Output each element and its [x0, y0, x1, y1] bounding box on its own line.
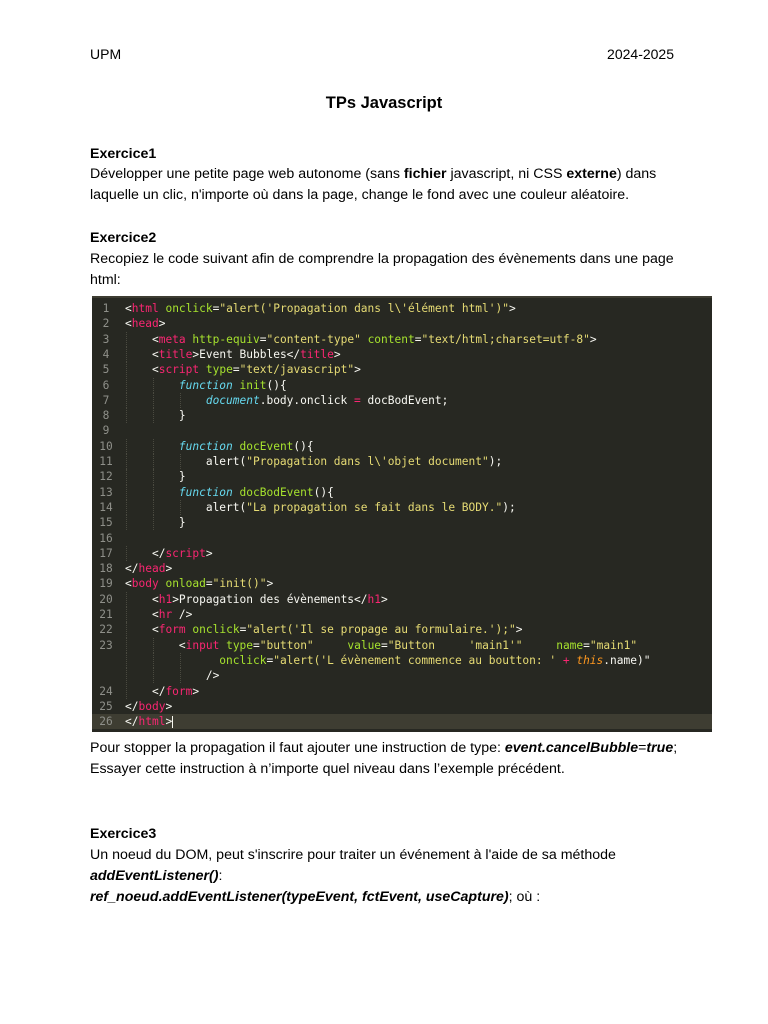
exercise2-after2: Essayer cette instruction à n’importe quel niveau dans l’exemple précédent. — [90, 761, 565, 777]
code-line: <meta http-equiv="content-type" content="text/html;charset=utf-8"> — [151, 332, 597, 346]
text-run: ; où : — [508, 889, 541, 905]
code-line: <head> — [125, 317, 166, 331]
code-line: <title>Event Bubbles</title> — [151, 347, 341, 361]
line-number: 6 — [102, 378, 110, 392]
text-run: addEventListener() — [90, 868, 219, 884]
line-number: 14 — [99, 500, 113, 514]
exercise2-line1: Recopiez le code suivant afin de comprendre la propagation des évènements dans une page — [90, 251, 674, 267]
line-number: 4 — [102, 347, 110, 361]
exercise2-heading: Exercice2 — [90, 230, 157, 246]
code-line: function init(){ — [178, 378, 287, 392]
text-run: event.cancelBubble — [504, 740, 639, 756]
current-line-highlight — [92, 714, 712, 729]
code-line: </script> — [151, 546, 213, 560]
code-line: <hr /> — [151, 608, 193, 621]
text-run: javascript, ni CSS — [446, 166, 567, 182]
header-right: 2024-2025 — [607, 46, 674, 62]
code-line: </html> — [125, 715, 173, 729]
line-number: 15 — [99, 516, 113, 530]
text-run: ref_noeud.addEventListener(typeEvent, fctEvent, useCapture) — [90, 889, 509, 905]
code-line: alert("Propagation dans l\'objet document"); — [205, 455, 503, 468]
exercise3-heading: Exercice3 — [90, 826, 157, 842]
code-line: </body> — [125, 699, 173, 713]
exercise2-after1 — [90, 738, 690, 759]
code-line: <html onclick="alert('Propagation dans l\'élément html')"> — [125, 302, 516, 315]
line-number: 5 — [102, 363, 110, 377]
line-number: 16 — [99, 531, 113, 545]
code-line: </form> — [151, 684, 200, 698]
line-number: 2 — [102, 317, 110, 331]
text-run: externe — [566, 166, 617, 182]
code-line: onclick="alert('L évènement commence au boutton: ' + this.name)" — [219, 653, 651, 667]
code-line: <form onclick="alert('Il se propage au formulaire.');"> — [151, 623, 523, 637]
code-line: <body onload="init()"> — [125, 577, 274, 591]
line-number: 1 — [102, 302, 110, 315]
line-number: 23 — [99, 638, 113, 652]
text-run: = — [638, 740, 647, 756]
exercise1-line2: laquelle un clic, n'importe où dans la page, change le fond avec une couleur aléatoire. — [90, 187, 630, 203]
line-number: 17 — [99, 546, 113, 560]
code-line: </head> — [125, 562, 173, 576]
code-line: <input type="button" value="Button 'main1'" name="main1" — [178, 638, 638, 652]
line-number: 13 — [99, 485, 113, 499]
exercise2-line2: html: — [90, 272, 121, 288]
line-number — [92, 653, 120, 668]
line-number: 19 — [99, 577, 113, 591]
exercise1-heading: Exercice1 — [90, 146, 157, 162]
exercise1-line1 — [90, 164, 690, 185]
line-number: 20 — [99, 592, 113, 606]
line-number: 10 — [99, 439, 113, 453]
line-number: 21 — [99, 608, 113, 621]
line-number: 9 — [102, 424, 110, 438]
text-run: Pour stopper la propagation il faut ajouter une instruction de type: — [90, 740, 505, 756]
text-run: ) dans — [616, 166, 657, 182]
code-line: } — [178, 470, 186, 484]
line-number: 18 — [99, 562, 113, 576]
text-run: fichier — [403, 166, 447, 182]
code-line: <script type="text/javascript"> — [151, 363, 361, 377]
exercise3-line2 — [90, 866, 690, 887]
line-number: 3 — [102, 332, 110, 346]
text-run: ; — [673, 740, 678, 756]
text-run: : — [218, 868, 223, 884]
code-line: <h1>Propagation des évènements</h1> — [151, 592, 388, 606]
code-line: /> — [205, 669, 220, 683]
code-line: function docEvent(){ — [178, 439, 314, 453]
code-line: document.body.onclick = docBodEvent; — [205, 393, 449, 407]
text-run: true — [646, 740, 674, 756]
code-line: } — [178, 516, 186, 530]
code-line: function docBodEvent(){ — [178, 485, 334, 499]
code-line: } — [178, 409, 186, 423]
exercise3-line1: Un noeud du DOM, peut s'inscrire pour traiter un événement à l'aide de sa méthode — [90, 847, 616, 863]
header-left: UPM — [90, 46, 122, 62]
line-number: 26 — [99, 715, 113, 729]
line-number: 11 — [99, 455, 113, 468]
text-caret — [172, 716, 173, 728]
exercise3-line3 — [90, 887, 690, 908]
line-number: 24 — [99, 684, 113, 698]
page-title: TPs Javascript — [325, 94, 443, 112]
line-number: 7 — [102, 393, 110, 407]
line-number: 8 — [102, 409, 110, 423]
line-number: 22 — [99, 623, 113, 637]
text-run: Développer une petite page web autonome (sans — [90, 166, 404, 182]
line-number — [92, 668, 120, 683]
line-number: 12 — [99, 470, 113, 484]
code-line: alert("La propagation se fait dans le BODY."); — [205, 500, 516, 514]
line-number: 25 — [99, 699, 113, 713]
code-screenshot — [92, 296, 712, 732]
